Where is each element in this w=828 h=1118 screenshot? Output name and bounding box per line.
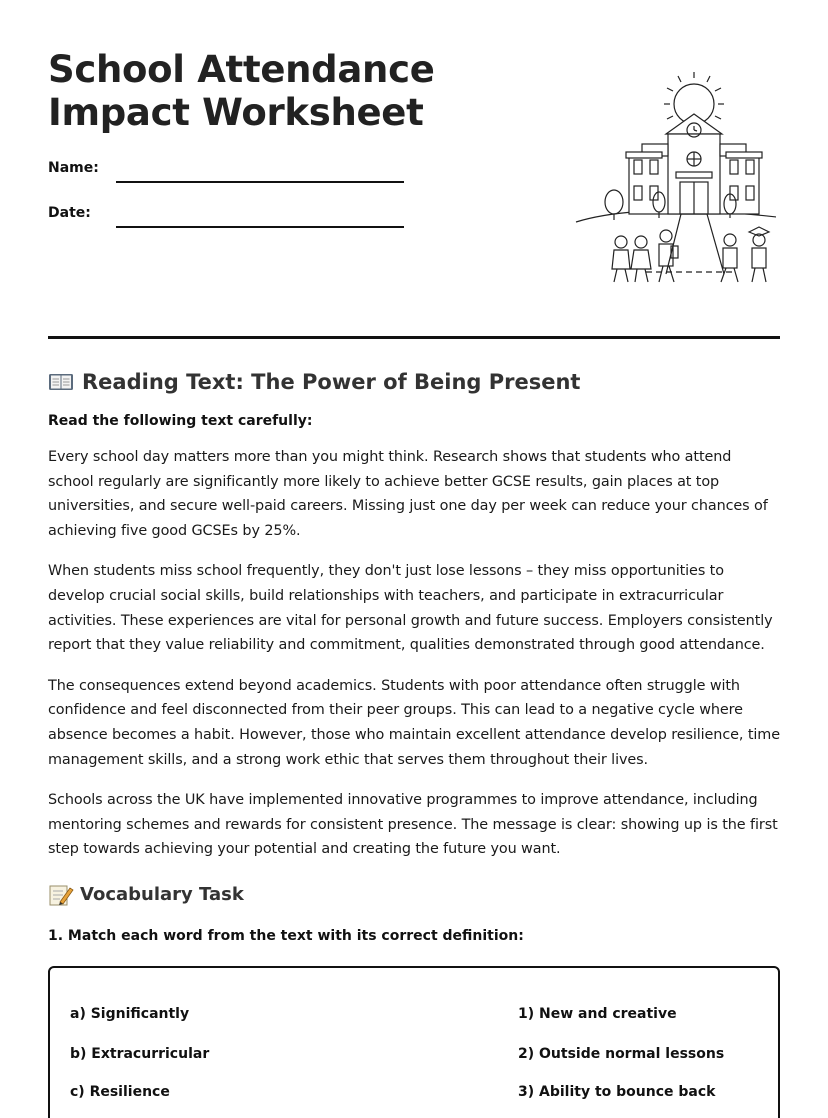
- date-write-line[interactable]: [116, 226, 404, 228]
- header-divider: [48, 336, 780, 339]
- worksheet-content: [48, 370, 780, 1118]
- reading-paragraph-3: The consequences extend beyond academics. Students with poor attendance often struggle with confidence and feel disconnected from their peer groups. This can lead to a negative cycle where absence becomes a habit. However, those who maintain excellent attendance develop resilience, time management skills, and a strong work ethic that serves them throughout their lives.: [48, 677, 780, 768]
- name-field[interactable]: [48, 160, 408, 184]
- match-word-a: a) Significantly: [70, 1005, 190, 1022]
- school-building-icon: [626, 114, 762, 214]
- date-label: Date:: [48, 205, 91, 221]
- match-row-2: [70, 1046, 758, 1062]
- page-title: [48, 48, 468, 134]
- title-line-1: School Attendance: [48, 48, 435, 91]
- matching-box: [48, 966, 780, 1118]
- reading-instruction: Read the following text carefully:: [48, 413, 313, 429]
- reading-paragraph-4: Schools across the UK have implemented innovative programmes to improve attendance, including mentoring schemes and rewards for consistent presence. The message is clear: showing up is the first step towards achieving your potential and creating the future you want.: [48, 792, 778, 858]
- match-row-1: [70, 1006, 758, 1022]
- name-write-line[interactable]: [116, 181, 404, 183]
- title-line-2: Impact Worksheet: [48, 91, 424, 134]
- match-row-3: [70, 1084, 758, 1100]
- date-field[interactable]: [48, 205, 408, 229]
- reading-paragraph-2: When students miss school frequently, they don't just lose lessons – they miss opportunities to develop crucial social skills, build relationships with teachers, and participate in extracurricular activities. These experiences are vital for personal growth and future success. Employers consistently report that they value reliability and commitment, qualities demonstrated through good attendance.: [48, 563, 773, 654]
- match-definition-3: 3) Ability to bounce back: [518, 1083, 716, 1100]
- memo-icon: [48, 884, 74, 906]
- vocabulary-heading-text: Vocabulary Task: [80, 884, 244, 906]
- name-label: Name:: [48, 160, 99, 176]
- reading-heading: [48, 370, 780, 394]
- match-definition-1: 1) New and creative: [518, 1005, 677, 1022]
- worksheet-header: [48, 0, 780, 330]
- students-pair-icon: [721, 227, 769, 282]
- school-building-illustration: [526, 64, 776, 292]
- match-word-b: b) Extracurricular: [70, 1045, 210, 1062]
- match-word-c: c) Resilience: [70, 1083, 170, 1100]
- open-book-icon: [48, 371, 74, 393]
- match-definition-2: 2) Outside normal lessons: [518, 1045, 725, 1062]
- vocabulary-heading: [48, 884, 780, 906]
- reading-heading-text: Reading Text: The Power of Being Present: [82, 370, 581, 394]
- vocabulary-question: 1. Match each word from the text with its correct definition:: [48, 927, 524, 944]
- students-group-icon: [612, 230, 678, 282]
- reading-paragraph-1: Every school day matters more than you might think. Research shows that students who attend school regularly are significantly more likely to achieve better GCSE results, gain places at top universities, and secure well-paid careers. Missing just one day per week can reduce your chances of achieving five good GCSEs by 25%.: [48, 449, 768, 539]
